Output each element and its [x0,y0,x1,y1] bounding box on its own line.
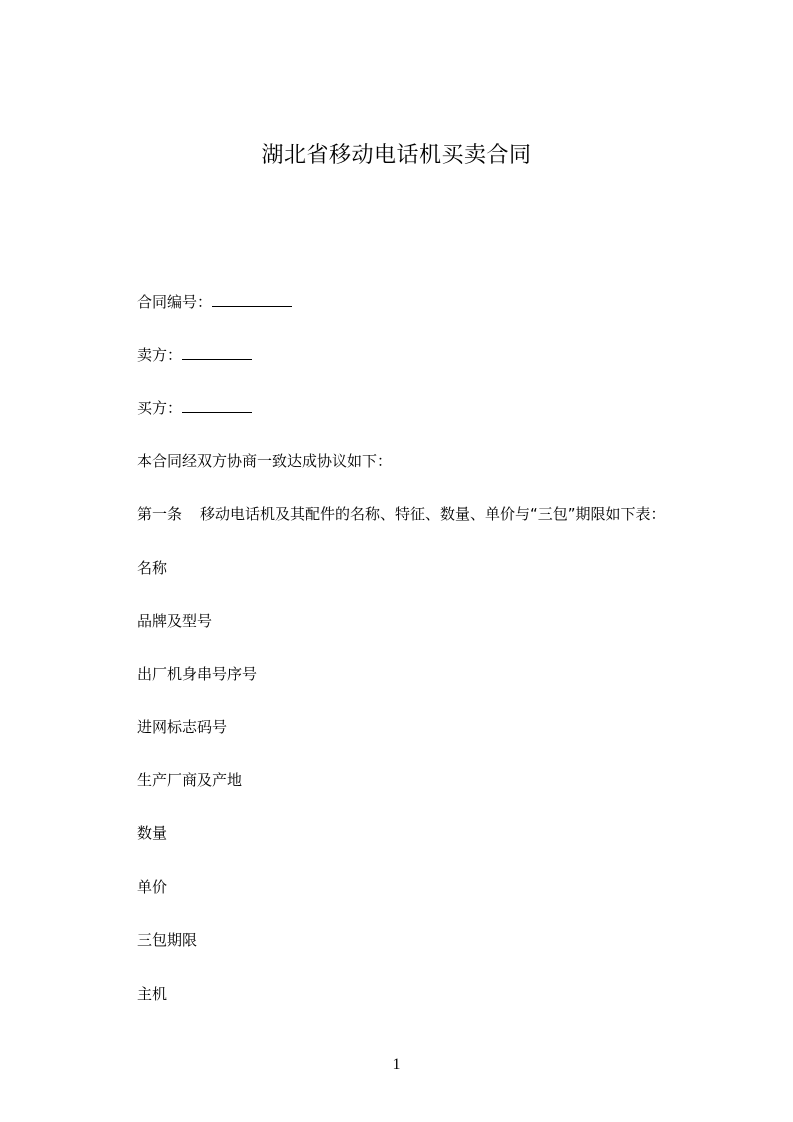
buyer-blank [182,396,252,413]
table-heading-unit-price: 单价 [137,878,168,896]
seller-label: 卖方： [137,346,183,364]
table-heading-brand-model: 品牌及型号 [137,612,213,630]
article-one-text: 移动电话机及其配件的名称、特征、数量、单价与“三包”期限如下表： [200,505,666,523]
contract-number-blank [212,290,292,307]
table-heading-quantity: 数量 [137,824,168,842]
contract-number-line [137,290,292,313]
table-heading-manufacturer-origin: 生产厂商及产地 [137,771,243,789]
article-one [137,503,666,525]
document-title: 湖北省移动电话机买卖合同 [261,143,532,168]
buyer-label: 买方： [137,399,183,417]
contract-number-label: 合同编号： [137,293,213,311]
seller-line [137,343,252,366]
article-one-label: 第一条 [137,505,183,523]
table-heading-serial-number: 出厂机身串号序号 [137,665,258,683]
agreement-intro: 本合同经双方协商一致达成协议如下： [137,452,393,470]
buyer-line [137,396,252,419]
seller-blank [182,343,252,360]
page-number: 1 [392,1056,401,1073]
table-heading-network-code: 进网标志码号 [137,718,228,736]
table-heading-warranty-period: 三包期限 [137,931,198,949]
table-heading-main-unit: 主机 [137,985,168,1003]
table-heading-name: 名称 [137,559,168,577]
